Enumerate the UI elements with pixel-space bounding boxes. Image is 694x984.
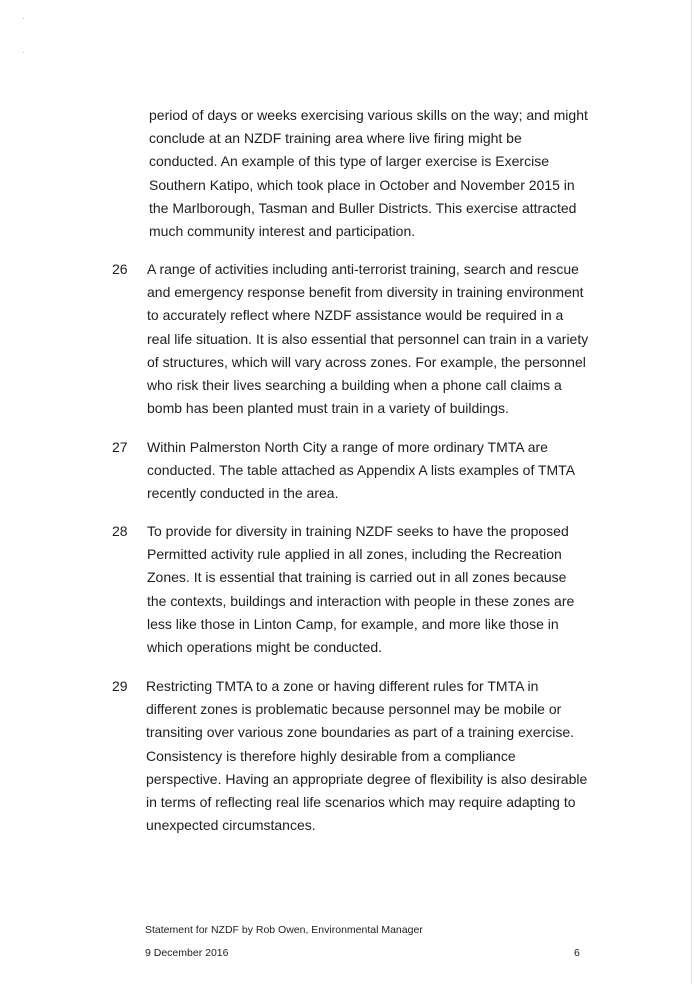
continuation-paragraph: period of days or weeks exercising various skills on the way; and might conclude at an NZDF training area where live firing might be conducted. An example of this type of larger exercise is Exercise Southern Katipo, which took place in October and November 2015 in the Marlborough, Tasman and Buller Districts. This exercise attracted much community interest and participation. xyxy=(149,107,588,240)
paragraph-number: 26 xyxy=(112,261,128,277)
scan-speck: · xyxy=(22,48,25,57)
paragraph-26 xyxy=(112,258,592,420)
paragraph-29 xyxy=(112,675,592,837)
paragraph-28 xyxy=(112,520,592,659)
paragraph-number: 27 xyxy=(112,439,128,455)
scan-edge xyxy=(691,0,692,984)
paragraph-text: To provide for diversity in training NZDF seeks to have the proposed Permitted activity rule applied in all zones, including the Recreation Zones. It is essential that training is carried out in all zones because the contexts, buildings and interaction with people in these zones are less like those in Linton Camp, for example, and more like those in which operations might be conducted. xyxy=(147,523,575,656)
scan-speck: · xyxy=(22,14,25,23)
paragraph-text: A range of activities including anti-terrorist training, search and rescue and emergency response benefit from diversity in training environment to accurately reflect where NZDF assistance would be required in a real life situation. It is also essential that personnel can train in a variety of structures, which will vary across zones. For example, the personnel who risk their lives searching a building when a phone call claims a bomb has been planted must train in a variety of buildings. xyxy=(147,261,589,417)
paragraph-text: Within Palmerston North City a range of more ordinary TMTA are conducted. The table attached as Appendix A lists examples of TMTA recently conducted in the area. xyxy=(147,439,575,502)
paragraph-number: 29 xyxy=(112,678,128,694)
paragraph-number: 28 xyxy=(112,523,128,539)
paragraph-27 xyxy=(112,436,592,506)
page-number: 6 xyxy=(574,947,580,959)
footer-date: 9 December 2016 xyxy=(145,947,229,959)
footer-statement: Statement for NZDF by Rob Owen, Environmental Manager xyxy=(145,924,423,936)
paragraph-text: Restricting TMTA to a zone or having different rules for TMTA in different zones is problematic because personnel may be mobile or transiting over various zone boundaries as part of a training exercise. Consistency is therefore highly desirable from a compliance perspective. Having an appropriate degree of flexibility is also desirable in terms of reflecting real life scenarios which may require adapting to unexpected circumstances. xyxy=(146,678,588,834)
